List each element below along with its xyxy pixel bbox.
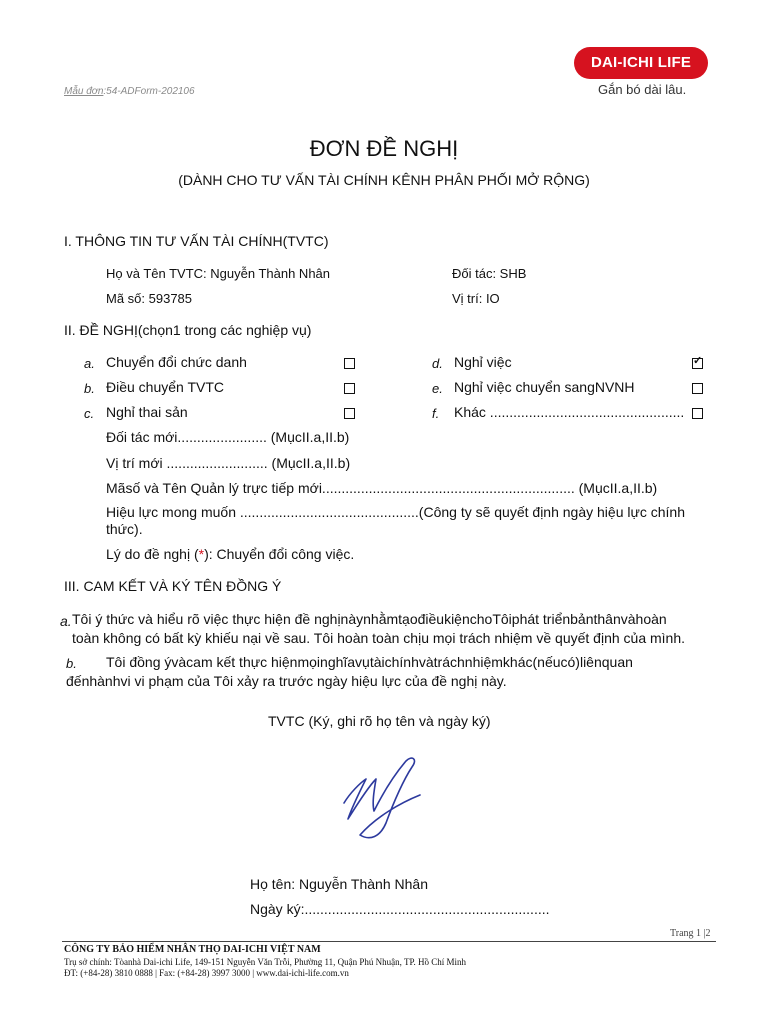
advisor-name: Họ và Tên TVTC: Nguyễn Thành Nhân [106, 266, 331, 281]
option-d-label: Nghỉ việc [454, 354, 512, 370]
option-b-checkbox[interactable] [344, 383, 355, 394]
reason-line [106, 546, 354, 562]
section-1-heading: I. THÔNG TIN TƯ VẤN TÀI CHÍNH(TVTC) [64, 233, 329, 249]
commit-a-line1: Tôi ý thức và hiểu rõ việc thực hiện đề nghịnàynhằmtạođiềukiệnchoTôiphát triểnbảnthânvàhoàn [72, 611, 667, 627]
option-f-checkbox[interactable] [692, 408, 703, 419]
option-e-letter: e. [432, 381, 443, 396]
option-b-label: Điều chuyển TVTC [106, 379, 225, 395]
section-3-heading: III. CAM KẾT VÀ KÝ TÊN ĐỒNG Ý [64, 578, 282, 594]
option-c-label: Nghỉ thai sản [106, 404, 188, 420]
slogan: Gắn bó dài lâu. [598, 82, 687, 97]
reason-suffix: ): Chuyển đổi công việc. [204, 546, 355, 562]
advisor-code: Mã số: 593785 [106, 291, 193, 306]
new-position-line: Vị trí mới .......................... (MụcII.a,II.b) [106, 455, 351, 471]
commit-b-line1: Tôi đồng ývàcam kết thực hiệnmọinghĩavụtàichínhvàtráchnhiệmkhác(nếucó)liênquan [106, 654, 633, 670]
signature-caption: TVTC (Ký, ghi rõ họ tên và ngày ký) [268, 713, 491, 729]
document-title: ĐƠN ĐỀ NGHỊ [309, 136, 459, 161]
form-code [64, 86, 195, 97]
option-f-letter: f. [432, 406, 440, 421]
commit-a-line2: toàn không có bất kỳ khiếu nại về sau. Tôi hoàn toàn chịu mọi trách nhiệm về quyết định của mình. [72, 630, 686, 646]
handwritten-signature [330, 745, 440, 850]
option-b-letter: b. [84, 381, 95, 396]
effective-date-line: Hiệu lực mong muốn ..............................................(Công ty sẽ quyết định ngày hiệu lực chính [106, 504, 685, 520]
option-a-letter: a. [84, 356, 95, 371]
commit-b-line2: đếnhànhvi vi phạm của Tôi xảy ra trước ngày hiệu lực của đề nghị này. [66, 673, 507, 689]
commit-a-letter: a. [60, 613, 72, 629]
section-2-heading: II. ĐỀ NGHỊ(chọn1 trong các nghiệp vụ) [64, 322, 312, 338]
option-f-label: Khác .................................................. [454, 404, 685, 420]
option-d-letter: d. [432, 356, 443, 371]
dai-ichi-life-logo: DAI-ICHI LIFE [574, 47, 708, 79]
commit-b-letter: b. [66, 656, 77, 671]
footer-company: CÔNG TY BẢO HIỂM NHÂN THỌ DAI-ICHI VIỆT NAM [64, 944, 321, 955]
signer-name: Họ tên: Nguyễn Thành Nhân [250, 876, 428, 892]
reason-prefix: Lý do đề nghị ( [106, 546, 199, 562]
signing-date: Ngày ký:............................................................... [250, 901, 550, 917]
option-a-checkbox[interactable] [344, 358, 355, 369]
option-e-checkbox[interactable] [692, 383, 703, 394]
position: Vị trí: IO [452, 291, 500, 306]
new-manager-line: Mãsố và Tên Quản lý trực tiếp mới................................................................. (MụcII.a,II.b) [106, 480, 658, 496]
document-subtitle: (DÀNH CHO TƯ VẤN TÀI CHÍNH KÊNH PHÂN PHỐI MỞ RỘNG) [178, 172, 590, 188]
effective-date-line-2: thức). [106, 521, 143, 537]
page-number: Trang 1 |2 [670, 928, 711, 939]
form-code-label: Mẫu đơn [64, 86, 104, 97]
option-d-checkbox[interactable] [692, 358, 703, 369]
footer-address: Trụ sở chính: Tòanhà Dai-ichi Life, 149-151 Nguyễn Văn Trỗi, Phường 11, Quận Phú Nhuận, TP. Hồ Chí Minh [64, 957, 466, 967]
option-c-checkbox[interactable] [344, 408, 355, 419]
footer-contact: ĐT: (+84-28) 3810 0888 | Fax: (+84-28) 3997 3000 | www.dai-ichi-life.com.vn [64, 968, 349, 978]
required-star: * [198, 546, 205, 562]
option-a-label: Chuyển đổi chức danh [106, 354, 247, 370]
new-partner-line: Đối tác mới....................... (MụcII.a,II.b) [106, 429, 350, 445]
footer-divider [62, 941, 716, 942]
option-c-letter: c. [84, 406, 95, 421]
partner: Đối tác: SHB [452, 266, 527, 281]
form-code-value: :54-ADForm-202106 [103, 86, 195, 97]
option-e-label: Nghỉ việc chuyển sangNVNH [454, 379, 635, 395]
